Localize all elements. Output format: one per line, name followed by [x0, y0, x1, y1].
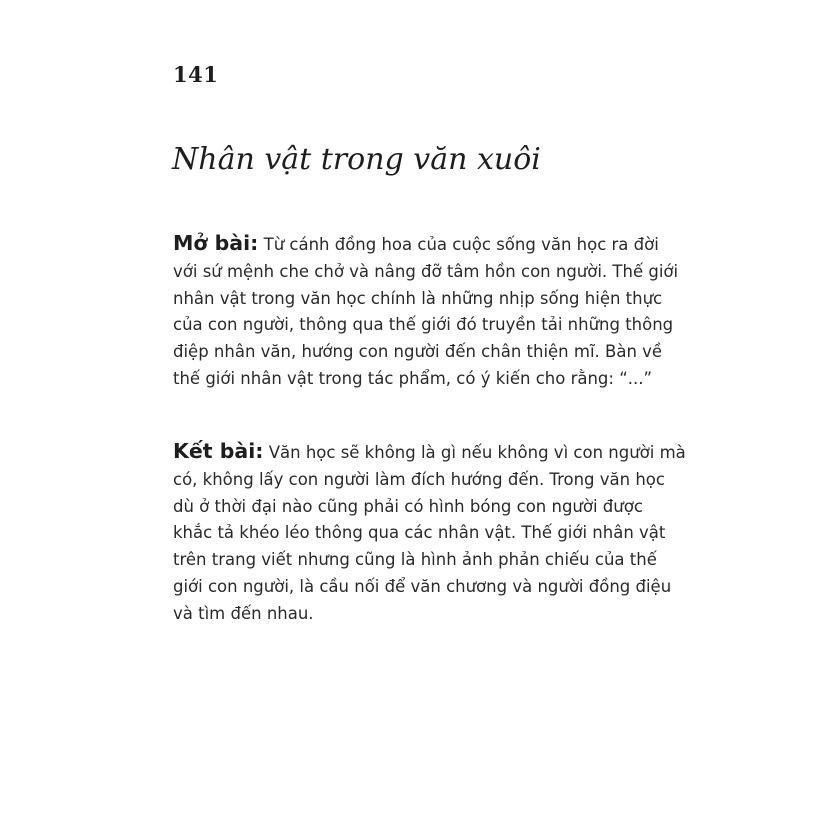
paragraph-line: điệp nhân văn, hướng con người đến chân thiện mĩ. Bàn về [173, 342, 663, 362]
closing-section [173, 438, 693, 628]
paragraph-line: có, không lấy con người làm đích hướng đến. Trong văn học [173, 469, 665, 489]
opening-label: Mở bài: [173, 231, 259, 255]
paragraph-line: nhân vật trong văn học chính là những nhịp sống hiện thực [173, 288, 663, 308]
paragraph-line: thế giới nhân vật trong tác phẩm, có ý kiến cho rằng: “...” [173, 368, 653, 388]
paragraph-line: với sứ mệnh che chở và nâng đỡ tâm hồn con người. Thế giới [173, 261, 679, 281]
page-number: 141 [173, 62, 219, 87]
paragraph-line: của con người, thông qua thế giới đó truyền tải những thông [173, 315, 674, 335]
paragraph-line: Kết bài: Văn học sẽ không là gì nếu không vì con người mà [173, 439, 686, 463]
paragraph-line: trên trang viết nhưng cũng là hình ảnh phản chiếu của thế [173, 550, 657, 570]
paragraph-line: Mở bài: Từ cánh đồng hoa của cuộc sống văn học ra đời [173, 231, 659, 255]
opening-section [173, 230, 693, 393]
paragraph-line: khắc tả khéo léo thông qua các nhân vật. Thế giới nhân vật [173, 523, 666, 543]
paragraph-line: và tìm đến nhau. [173, 603, 314, 623]
paragraph-line: dù ở thời đại nào cũng phải có hình bóng con người được [173, 496, 643, 516]
closing-label: Kết bài: [173, 439, 264, 463]
paragraph-line: giới con người, là cầu nối để văn chương và người đồng điệu [173, 576, 672, 596]
page-title: Nhân vật trong văn xuôi [172, 142, 541, 177]
